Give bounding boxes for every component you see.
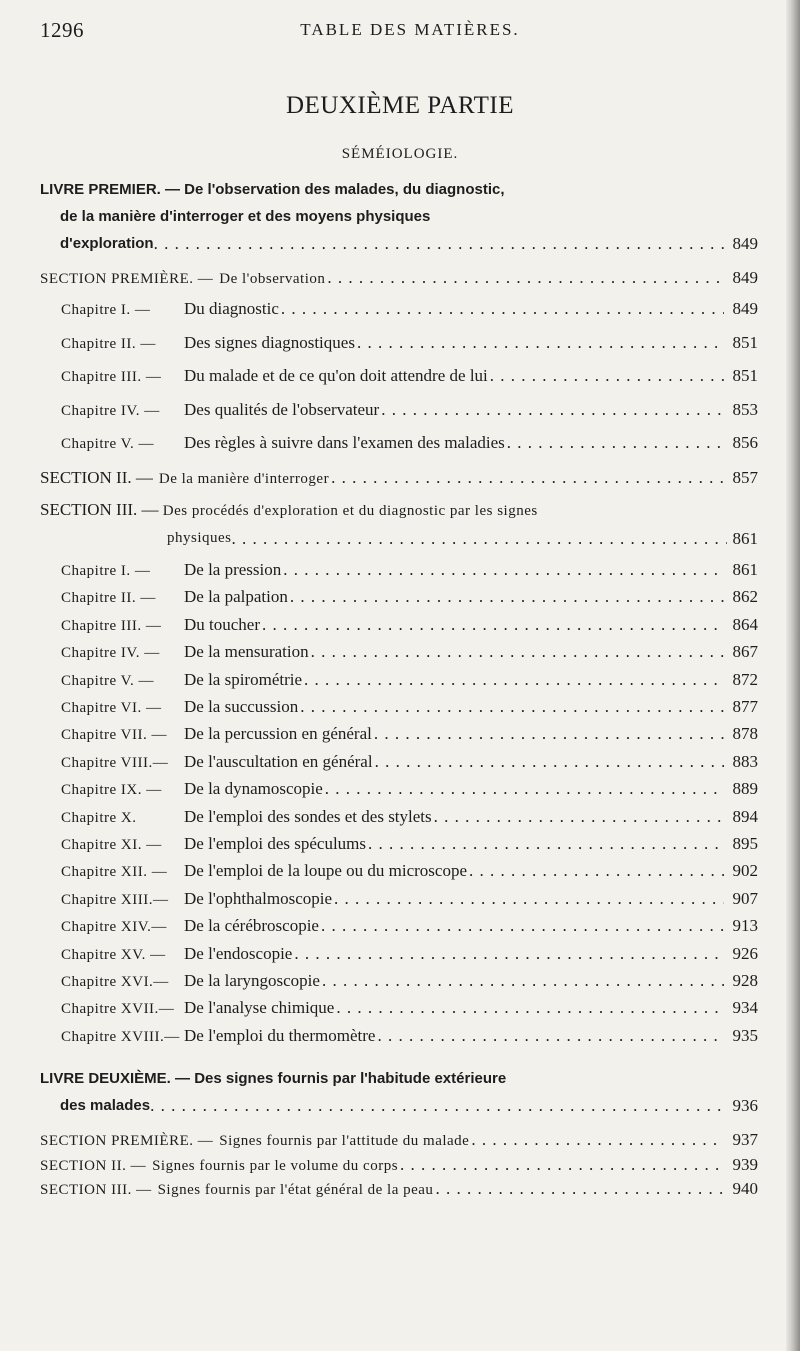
chapter-title: De la pression: [184, 560, 282, 579]
chapter-title: De la dynamoscopie: [184, 779, 323, 799]
leader-dots: [325, 265, 724, 291]
section-label: SECTION PREMIÈRE. —: [40, 1133, 214, 1149]
section-label: SECTION III. —: [40, 1182, 152, 1198]
toc-chapter-row: [61, 397, 758, 424]
chapter-title: De l'auscultation en général: [184, 751, 373, 771]
section-label: SECTION III. —: [40, 500, 159, 519]
book-two-line-1: LIVRE DEUXIÈME. — Des signes fournis par l'habitude extérieure: [40, 1070, 507, 1087]
chapter-label: Chapitre XVI.—: [61, 974, 169, 990]
leader-dots: [488, 363, 724, 389]
leader-dots: [232, 525, 727, 552]
toc-section-row: [40, 1176, 758, 1203]
chapter-title: De la cérébroscopie: [184, 916, 319, 936]
leader-dots: [150, 1092, 726, 1119]
chapter-label: Chapitre I. —: [61, 563, 151, 579]
chapter-title: De l'emploi des spéculums: [184, 834, 367, 853]
chapter-page: 895: [732, 834, 758, 853]
section-page: 939: [732, 1154, 758, 1174]
chapter-page: 851: [732, 332, 758, 352]
running-title: TABLE DES MATIÈRES.: [300, 20, 520, 39]
leader-dots: [432, 804, 724, 830]
toc-chapter-row: [61, 694, 758, 721]
toc-chapter-row: [61, 995, 758, 1022]
chapter-label: Chapitre III. —: [61, 369, 162, 385]
toc-chapter-row: [61, 749, 758, 776]
toc-chapter-row: [61, 804, 758, 831]
chapter-title: De l'ophthalmoscopie: [184, 888, 333, 908]
toc-chapter-row: [61, 430, 758, 457]
chapter-page: 926: [732, 943, 758, 963]
chapter-label: Chapitre V. —: [61, 672, 155, 689]
section-title: De l'observation: [219, 271, 326, 287]
leader-dots: [375, 1023, 724, 1049]
section-page: 937: [732, 1130, 758, 1149]
chapter-title: De l'emploi de la loupe ou du microscope: [184, 861, 468, 881]
chapter-page: 864: [732, 614, 758, 634]
toc-chapter-row: [61, 363, 758, 390]
toc-chapter-row: [61, 941, 758, 968]
chapter-page: 907: [732, 888, 758, 908]
section-page: 849: [732, 268, 758, 287]
leader-dots: [309, 639, 724, 665]
toc-chapter-row: [61, 639, 758, 666]
chapter-label: Chapitre XVII.—: [61, 1001, 175, 1018]
section-title: Signes fournis par l'état général de la peau: [157, 1182, 434, 1198]
leader-dots: [154, 230, 727, 257]
chapter-label: Chapitre VI. —: [61, 700, 162, 716]
part-subtitle: SÉMÉIOLOGIE.: [341, 146, 459, 162]
toc-chapter-row: [61, 886, 758, 913]
leader-dots: [332, 886, 724, 912]
toc-section-2: [40, 465, 758, 492]
chapter-label: Chapitre VII. —: [61, 727, 167, 744]
chapter-title: Des qualités de l'observateur: [184, 399, 380, 419]
leader-dots: [334, 995, 724, 1021]
chapter-title: De l'analyse chimique: [184, 998, 335, 1018]
chapter-page: 867: [732, 642, 758, 662]
leader-dots: [372, 721, 724, 747]
section-title: De la manière d'interroger: [158, 471, 330, 487]
leader-dots: [467, 858, 724, 884]
chapter-page: 935: [732, 1025, 758, 1045]
leader-dots: [469, 1127, 724, 1153]
toc-chapter-row: [61, 721, 758, 748]
leader-dots: [288, 584, 724, 610]
toc-chapter-row: [61, 831, 758, 858]
toc-chapter-row: [61, 1023, 758, 1050]
section-3-line-1: [40, 496, 758, 525]
chapter-label: Chapitre IV. —: [61, 645, 160, 662]
chapter-label: Chapitre X.: [61, 809, 137, 826]
chapter-page: 849: [732, 299, 758, 318]
chapter-label: Chapitre II. —: [61, 335, 156, 352]
leader-dots: [505, 430, 724, 456]
section-3-line-2: [40, 525, 758, 552]
toc-section-1: [40, 265, 758, 292]
chapter-title: De l'emploi des sondes et des stylets: [184, 806, 432, 826]
toc-section-row: [40, 1127, 758, 1154]
book-one-heading: [40, 176, 758, 257]
leader-dots: [329, 465, 724, 491]
chapter-page: 853: [732, 399, 758, 419]
chapter-label: Chapitre XV. —: [61, 946, 166, 963]
leader-dots: [355, 330, 724, 356]
leader-dots: [302, 667, 724, 693]
chapter-page: 877: [732, 697, 758, 716]
chapter-title: Des signes diagnostiques: [184, 332, 355, 352]
toc-chapter-row: [61, 296, 758, 323]
book-one-page: 849: [732, 234, 758, 253]
leader-dots: [373, 749, 724, 775]
chapter-label: Chapitre XII. —: [61, 864, 168, 881]
leader-dots: [398, 1152, 724, 1178]
chapter-title: De la spirométrie: [184, 669, 303, 689]
toc-section-3: [40, 496, 758, 552]
toc-chapter-row: [61, 858, 758, 885]
page-edge-shadow: [786, 0, 800, 1351]
book-one-line-1: LIVRE PREMIER. — De l'observation des malades, du diagnostic,: [40, 181, 505, 198]
toc-chapter-row: [61, 667, 758, 694]
chapter-page: 913: [732, 916, 758, 936]
running-head: [40, 18, 780, 48]
section-label: SECTION II. —: [40, 1157, 147, 1174]
toc-chapter-row: [61, 776, 758, 803]
book-one-line-2: de la manière d'interroger et des moyens physiques: [60, 208, 431, 225]
book-two-heading: [40, 1065, 758, 1119]
leader-dots: [279, 296, 724, 322]
section-page: 857: [732, 468, 758, 487]
leader-dots: [379, 397, 724, 423]
chapter-title: De la mensuration: [184, 642, 309, 662]
chapter-page: 934: [732, 998, 758, 1018]
toc-section-row: [40, 1152, 758, 1179]
section-title-line-2: physiques: [167, 530, 232, 546]
section-title-line-1: Des procédés d'exploration et du diagnostic par les signes: [162, 503, 538, 519]
toc-chapter-row: [61, 612, 758, 639]
chapter-label: Chapitre IX. —: [61, 782, 162, 799]
chapter-title: De l'endoscopie: [184, 943, 293, 963]
leader-dots: [319, 913, 724, 939]
book-two-page: 936: [732, 1096, 758, 1115]
chapter-label: Chapitre XIII.—: [61, 891, 169, 908]
chapter-page: 861: [732, 560, 758, 579]
chapter-page: 862: [732, 587, 758, 607]
chapter-page: 856: [732, 433, 758, 452]
leader-dots: [320, 968, 724, 994]
book-one-line-3-text: d'exploration: [60, 235, 154, 252]
chapter-page: 902: [732, 861, 758, 881]
section-page: 940: [732, 1179, 758, 1198]
part-title: DEUXIÈME PARTIE: [286, 92, 514, 119]
section-page: 861: [732, 529, 758, 548]
chapter-page: 878: [732, 724, 758, 744]
chapter-label: Chapitre I. —: [61, 302, 151, 318]
page-number: 1296: [40, 18, 84, 42]
book-two-line-2-text: des malades: [60, 1097, 151, 1114]
chapter-title: De l'emploi du thermomètre: [184, 1025, 376, 1045]
chapter-page: 883: [732, 751, 758, 771]
leader-dots: [260, 612, 724, 638]
chapter-label: Chapitre XIV.—: [61, 919, 167, 936]
chapter-title: Des règles à suivre dans l'examen des maladies: [184, 433, 505, 452]
chapter-label: Chapitre II. —: [61, 590, 156, 607]
chapter-label: Chapitre IV. —: [61, 402, 160, 419]
chapter-title: De la laryngoscopie: [184, 971, 320, 990]
leader-dots: [433, 1176, 724, 1202]
chapter-page: 889: [732, 779, 758, 799]
book-one-line-3: [40, 230, 758, 257]
chapter-label: Chapitre XVIII.—: [61, 1028, 180, 1045]
section-title: Signes fournis par l'attitude du malade: [219, 1133, 470, 1149]
chapter-title: Du toucher: [184, 614, 261, 634]
chapter-label: Chapitre XI. —: [61, 837, 162, 853]
section-label: SECTION II. —: [40, 468, 153, 487]
toc-chapter-row: [61, 913, 758, 940]
chapter-title: De la percussion en général: [184, 724, 372, 744]
chapter-label: Chapitre III. —: [61, 617, 162, 634]
chapter-title: De la succussion: [184, 697, 299, 716]
toc-chapter-row: [61, 968, 758, 995]
section-title: Signes fournis par le volume du corps: [152, 1157, 399, 1174]
chapter-title: De la palpation: [184, 587, 288, 607]
chapter-page: 872: [732, 669, 758, 689]
toc-chapter-row: [61, 330, 758, 357]
chapter-page: 894: [732, 806, 758, 826]
chapter-page: 851: [732, 366, 758, 385]
book-two-line-2: [40, 1092, 758, 1119]
chapter-label: Chapitre V. —: [61, 436, 155, 452]
leader-dots: [292, 941, 724, 967]
leader-dots: [366, 831, 724, 857]
leader-dots: [281, 557, 724, 583]
chapter-page: 928: [732, 971, 758, 990]
leader-dots: [323, 776, 724, 802]
toc-chapter-row: [61, 584, 758, 611]
chapter-title: Du malade et de ce qu'on doit attendre de lui: [184, 366, 488, 385]
chapter-label: Chapitre VIII.—: [61, 754, 169, 771]
section-label: SECTION PREMIÈRE. —: [40, 271, 214, 287]
toc-chapter-row: [61, 557, 758, 584]
chapter-title: Du diagnostic: [184, 299, 279, 318]
leader-dots: [298, 694, 724, 720]
